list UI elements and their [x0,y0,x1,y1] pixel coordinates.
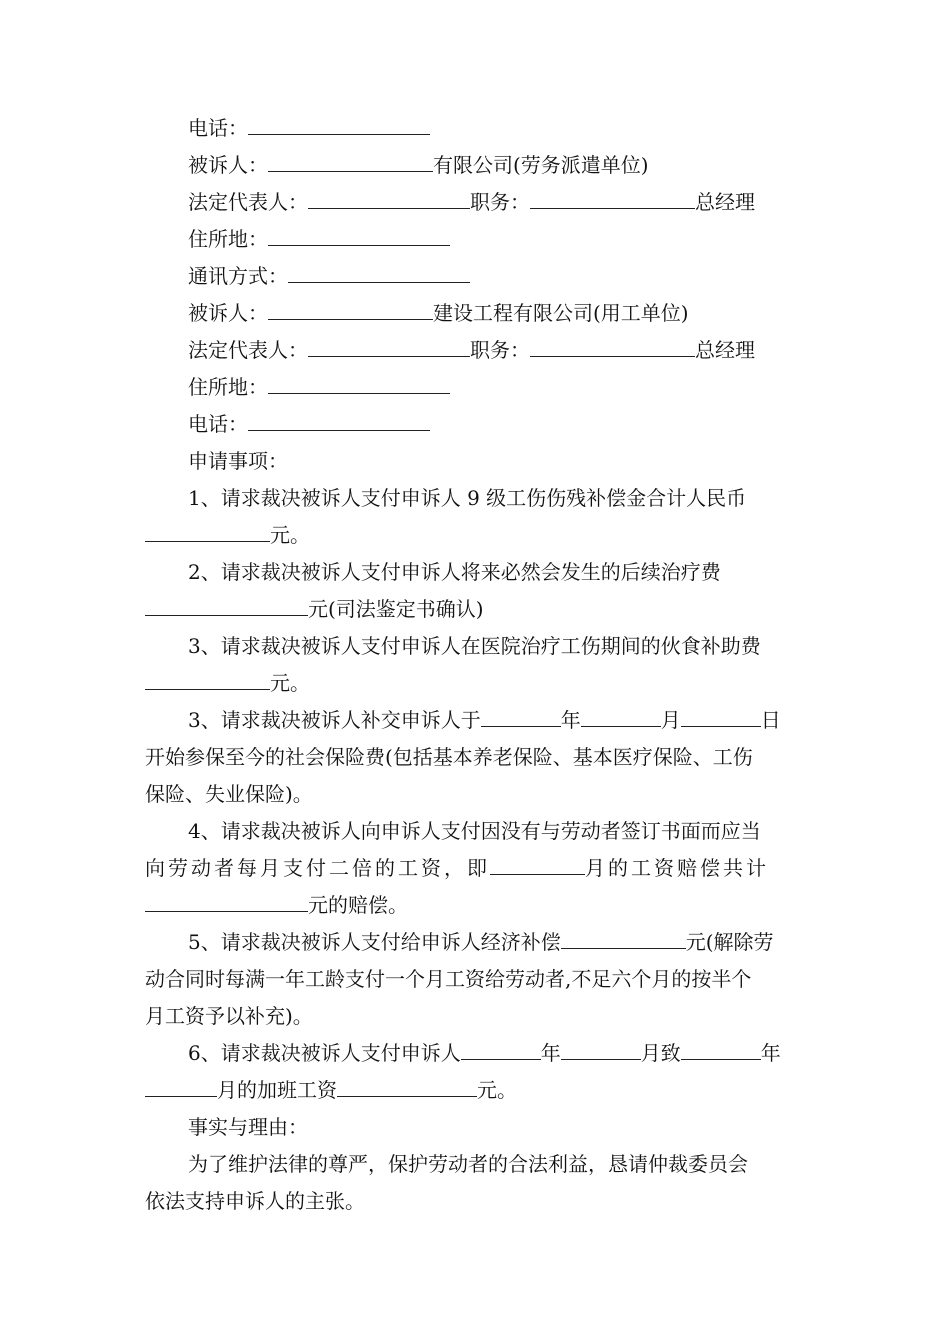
phone-line [188,116,430,140]
request1-unit: 元。 [270,523,310,547]
request7-text2: 月的加班工资 [217,1078,337,1102]
request3-unit: 元。 [270,671,310,695]
address2-label: 住所地： [188,375,268,399]
request4-year-blank [481,708,561,727]
legal-rep1-label: 法定代表人： [188,190,308,214]
requests-heading: 申请事项： [188,449,288,473]
request7-month2-blank [145,1078,217,1097]
address2-line [188,375,450,399]
request7-year: 年 [540,1041,561,1065]
respondent2-line [188,301,689,325]
request6-amount-blank [561,930,686,949]
request4-month: 月 [660,708,681,732]
request5-line-b [145,856,769,880]
address1-line [188,227,450,251]
request3-line-b [145,671,310,695]
request2-amount-blank [145,597,308,616]
request7-line-a [188,1041,781,1065]
phone2-label: 电话： [188,412,248,436]
request6-text2: 元(解除劳 [685,930,774,954]
request7-month-blank [561,1041,641,1060]
request4-day-blank [681,708,761,727]
request1-line-a: 1、请求裁决被诉人支付申诉人 9 级工伤伤残补偿金合计人民币 [188,486,747,510]
respondent1-line [188,153,649,177]
request2-unit: 元(司法鉴定书确认) [308,597,484,621]
legal-rep1-line [188,190,755,214]
position1-value: 总经理 [695,190,755,214]
request2-line-a: 2、请求裁决被诉人支付申诉人将来必然会发生的后续治疗费 [188,560,721,584]
request4-line-a [188,708,781,732]
request1-amount-blank [145,523,270,542]
request6-text: 5、请求裁决被诉人支付给申诉人经济补偿 [188,930,561,954]
address1-blank [268,227,450,246]
address2-blank [268,375,450,394]
request7-year2: 年 [760,1041,781,1065]
position1-blank [530,190,695,209]
facts-para-a: 为了维护法律的尊严，保护劳动者的合法利益，恳请仲裁委员会 [188,1152,748,1176]
respondent1-suffix: 有限公司(劳务派遣单位) [433,153,649,177]
request4-year: 年 [560,708,581,732]
respondent2-label: 被诉人： [188,301,268,325]
position1-label: 职务： [470,190,530,214]
request3-amount-blank [145,671,270,690]
position2-label: 职务： [470,338,530,362]
comm-line [188,264,470,288]
request5-line-a: 4、请求裁决被诉人向申诉人支付因没有与劳动者签订书面而应当 [188,819,761,843]
request7-to: 月致 [640,1041,681,1065]
request2-line-b [145,597,484,621]
respondent2-suffix: 建设工程有限公司(用工单位) [433,301,689,325]
phone2-line [188,412,430,436]
position2-value: 总经理 [695,338,755,362]
request6-line-c: 月工资予以补充)。 [145,1004,313,1028]
request5-line-c [145,893,408,917]
request7-unit: 元。 [477,1078,517,1102]
comm-label: 通讯方式： [188,264,288,288]
legal-rep2-line [188,338,755,362]
legal-rep1-blank [308,190,470,209]
request4-line-b: 开始参保至今的社会保险费(包括基本养老保险、基本医疗保险、工伤 [145,745,753,769]
respondent1-label: 被诉人： [188,153,268,177]
request4-line-c: 保险、失业保险)。 [145,782,313,806]
request7-line-b [145,1078,517,1102]
request5-unit: 元的赔偿。 [308,893,408,917]
phone-blank [248,116,430,135]
legal-rep2-blank [308,338,470,357]
comm-blank [288,264,470,283]
phone-label: 电话： [188,116,248,140]
legal-rep2-label: 法定代表人： [188,338,308,362]
request5-month-blank [490,856,585,875]
request7-year-blank [461,1041,541,1060]
phone2-blank [248,412,430,431]
request3-line-a: 3、请求裁决被诉人支付申诉人在医院治疗工伤期间的伙食补助费 [188,634,761,658]
request7-text: 6、请求裁决被诉人支付申诉人 [188,1041,461,1065]
request5-amount-blank [145,893,308,912]
request7-year2-blank [681,1041,761,1060]
respondent2-blank [268,301,433,320]
request6-line-a [188,930,774,954]
request4-text: 3、请求裁决被诉人补交申诉人于 [188,708,481,732]
request4-day: 日 [760,708,781,732]
request7-amount-blank [337,1078,477,1097]
request5-text2: 月的工资赔偿共计 [585,856,769,880]
respondent1-blank [268,153,433,172]
request6-line-b: 动合同时每满一年工龄支付一个月工资给劳动者,不足六个月的按半个 [145,967,752,991]
facts-para-b: 依法支持申诉人的主张。 [145,1189,365,1213]
position2-blank [530,338,695,357]
request5-text: 向劳动者每月支付二倍的工资，即 [145,856,490,880]
facts-heading: 事实与理由： [188,1115,308,1139]
request4-month-blank [581,708,661,727]
address1-label: 住所地： [188,227,268,251]
request1-line-b [145,523,310,547]
